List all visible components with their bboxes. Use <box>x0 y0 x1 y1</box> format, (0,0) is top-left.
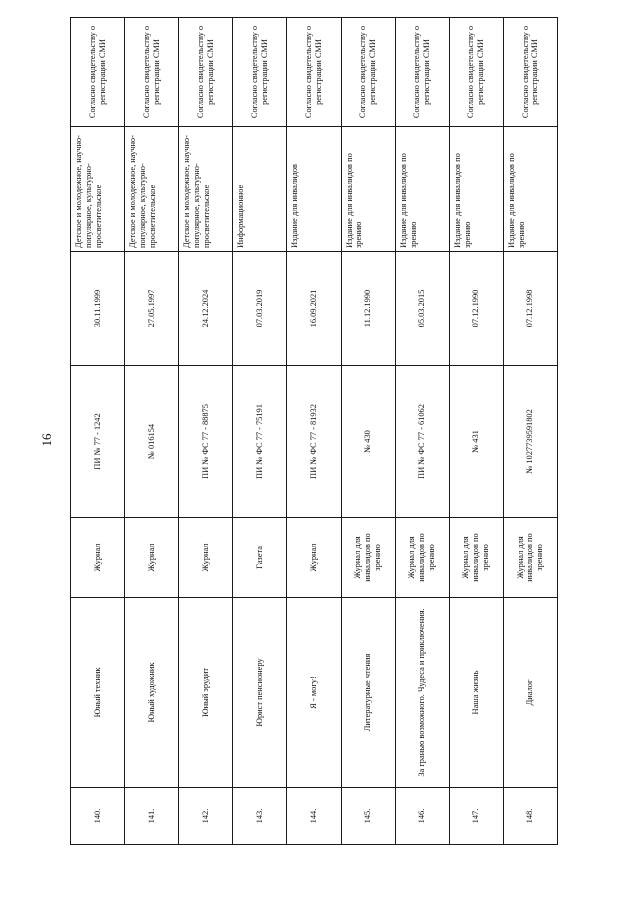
basis-note: Согласно свидетельству о регистрации СМИ <box>233 18 287 127</box>
registration-date: 11.12.1990 <box>341 252 395 366</box>
registry-table-rotated <box>70 18 558 845</box>
publication-title: Юрист пенсионеру <box>233 598 287 788</box>
publication-type: Журнал для инвалидов по зрению <box>395 518 449 598</box>
basis-note: Согласно свидетельству о регистрации СМИ <box>179 18 233 127</box>
publication-type: Журнал <box>179 518 233 598</box>
registration-date: 07.12.1990 <box>449 252 503 366</box>
publication-type: Журнал для инвалидов по зрению <box>341 518 395 598</box>
table-row <box>179 18 233 845</box>
basis-note: Согласно свидетельству о регистрации СМИ <box>71 18 125 127</box>
basis-note: Согласно свидетельству о регистрации СМИ <box>503 18 557 127</box>
registration-number: № 431 <box>449 366 503 518</box>
row-number: 140. <box>71 788 125 845</box>
table-body <box>71 18 558 845</box>
publication-topic: Издание для инвалидов по зрению <box>341 127 395 252</box>
registration-number: ПИ № ФС 77 - 88875 <box>179 366 233 518</box>
table-row <box>287 18 341 845</box>
publication-title: Диалог <box>503 598 557 788</box>
table-row <box>503 18 557 845</box>
publication-topic: Издание для инвалидов по зрению <box>449 127 503 252</box>
basis-note: Согласно свидетельству о регистрации СМИ <box>449 18 503 127</box>
publication-type: Журнал для инвалидов по зрению <box>503 518 557 598</box>
publication-topic: Детское и молодежное, научно-популярное, культурно-просветительское <box>71 127 125 252</box>
publication-type: Журнал <box>71 518 125 598</box>
table-row <box>449 18 503 845</box>
publication-topic: Издание для инвалидов по зрению <box>503 127 557 252</box>
registration-number: ПИ № 77 - 1242 <box>71 366 125 518</box>
registration-date: 24.12.2024 <box>179 252 233 366</box>
registration-date: 07.03.2019 <box>233 252 287 366</box>
row-number: 143. <box>233 788 287 845</box>
registration-number: ПИ № ФС 77 - 81932 <box>287 366 341 518</box>
registration-date: 05.03.2015 <box>395 252 449 366</box>
registration-date: 27.05.1997 <box>125 252 179 366</box>
row-number: 142. <box>179 788 233 845</box>
table-row <box>341 18 395 845</box>
publication-topic: Детское и молодежное, научно-популярное, культурно-просветительское <box>125 127 179 252</box>
table-row <box>233 18 287 845</box>
publication-topic: Детское и молодежное, научно-популярное, культурно-просветительское <box>179 127 233 252</box>
table-row <box>125 18 179 845</box>
row-number: 141. <box>125 788 179 845</box>
basis-note: Согласно свидетельству о регистрации СМИ <box>287 18 341 127</box>
publication-title: Юный техник <box>71 598 125 788</box>
basis-note: Согласно свидетельству о регистрации СМИ <box>125 18 179 127</box>
row-number: 145. <box>341 788 395 845</box>
publication-topic: Информационное <box>233 127 287 252</box>
publication-topic: Издание для инвалидов по зрению <box>395 127 449 252</box>
publication-topic: Издание для инвалидов <box>287 127 341 252</box>
registration-number: ПИ № ФС 77 - 61062 <box>395 366 449 518</box>
media-registry-table <box>70 17 558 845</box>
publication-title: Я - могу! <box>287 598 341 788</box>
registration-date: 07.12.1998 <box>503 252 557 366</box>
row-number: 148. <box>503 788 557 845</box>
page-number: 16 <box>39 433 54 447</box>
row-number: 146. <box>395 788 449 845</box>
publication-title: Юный художник <box>125 598 179 788</box>
registration-date: 16.09.2021 <box>287 252 341 366</box>
registration-number: № 016154 <box>125 366 179 518</box>
publication-type: Журнал для инвалидов по зрению <box>449 518 503 598</box>
basis-note: Согласно свидетельству о регистрации СМИ <box>395 18 449 127</box>
registration-date: 30.11.1999 <box>71 252 125 366</box>
publication-type: Газета <box>233 518 287 598</box>
basis-note: Согласно свидетельству о регистрации СМИ <box>341 18 395 127</box>
publication-title: Наша жизнь <box>449 598 503 788</box>
publication-title: Юный эрудит <box>179 598 233 788</box>
registration-number: ПИ № ФС 77 - 75191 <box>233 366 287 518</box>
publication-type: Журнал <box>125 518 179 598</box>
publication-type: Журнал <box>287 518 341 598</box>
publication-title: За гранью возможного. Чудеса и приключения. <box>395 598 449 788</box>
row-number: 144. <box>287 788 341 845</box>
registration-number: № 430 <box>341 366 395 518</box>
table-row <box>71 18 125 845</box>
table-row <box>395 18 449 845</box>
registration-number: № 1027739591802 <box>503 366 557 518</box>
publication-title: Литературные чтения <box>341 598 395 788</box>
row-number: 147. <box>449 788 503 845</box>
